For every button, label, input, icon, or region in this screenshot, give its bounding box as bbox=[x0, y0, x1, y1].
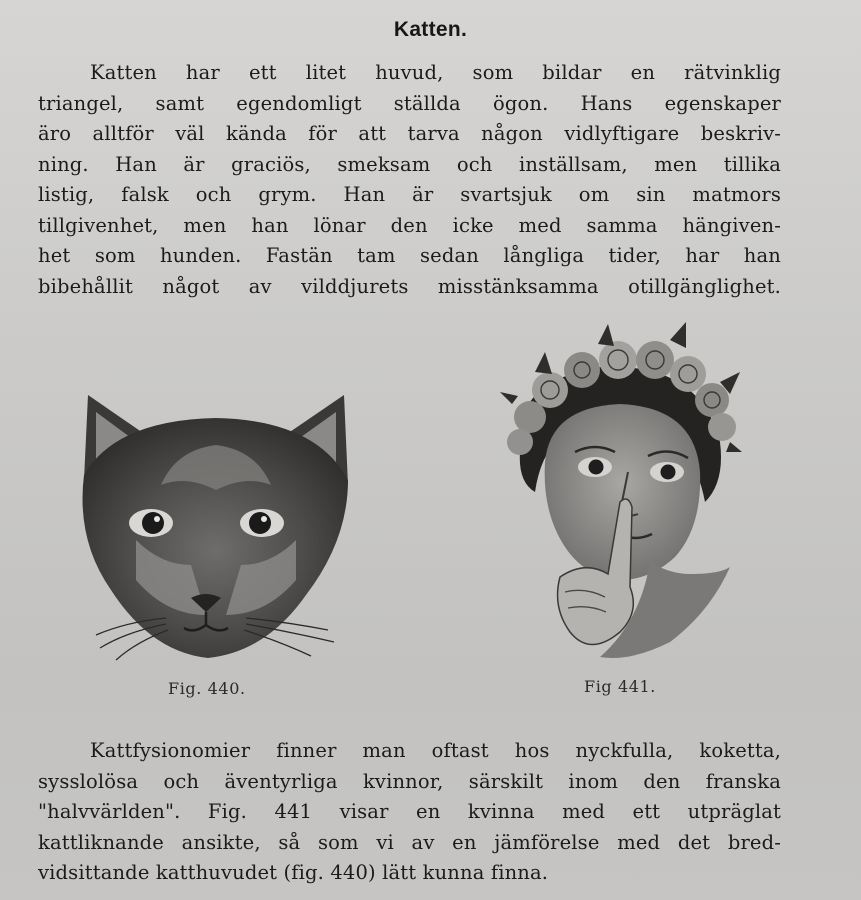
paragraph-intro bbox=[38, 58, 781, 302]
text-line: kattliknande ansikte, så som vi av en jämförelse med det bred- bbox=[38, 830, 781, 854]
figure-caption-441: Fig 441. bbox=[584, 677, 656, 696]
figure-caption-440: Fig. 440. bbox=[168, 679, 246, 698]
text-line: "halvvärlden". Fig. 441 visar en kvinna med ett utpräglat bbox=[38, 800, 781, 823]
text-line: Katten har ett litet huvud, som bildar en rätvinklig bbox=[90, 61, 781, 84]
text-line: sysslolösa och äventyrliga kvinnor, särskilt inom den franska bbox=[38, 769, 781, 793]
text-line: Kattfysionomier finner man oftast hos nyckfulla, koketta, bbox=[90, 739, 781, 762]
text-line: triangel, samt egendomligt ställda ögon. Hans egenskaper bbox=[38, 91, 781, 115]
text-line: het som hunden. Fastän tam sedan långliga tider, har han bbox=[38, 244, 781, 267]
cat-head-illustration bbox=[66, 390, 356, 670]
page-title: Katten. bbox=[393, 18, 468, 41]
text-line: äro alltför väl kända för att tarva någon vidlyftigare beskriv- bbox=[38, 122, 781, 145]
text-line: ning. Han är graciös, smeksam och inställsam, men tillika bbox=[38, 152, 781, 176]
paragraph-comparison bbox=[38, 736, 781, 889]
text-line: listig, falsk och grym. Han är svartsjuk om sin matmors bbox=[38, 183, 781, 206]
text-line: tillgivenhet, men han lönar den icke med samma hängiven- bbox=[38, 213, 781, 237]
text-line: vidsittande katthuvudet (fig. 440) lätt kunna finna. bbox=[38, 861, 549, 884]
woman-with-flower-crown-illustration bbox=[490, 312, 752, 672]
text-line: bibehållit något av vilddjurets misstänksamma otillgänglighet. bbox=[38, 274, 781, 298]
